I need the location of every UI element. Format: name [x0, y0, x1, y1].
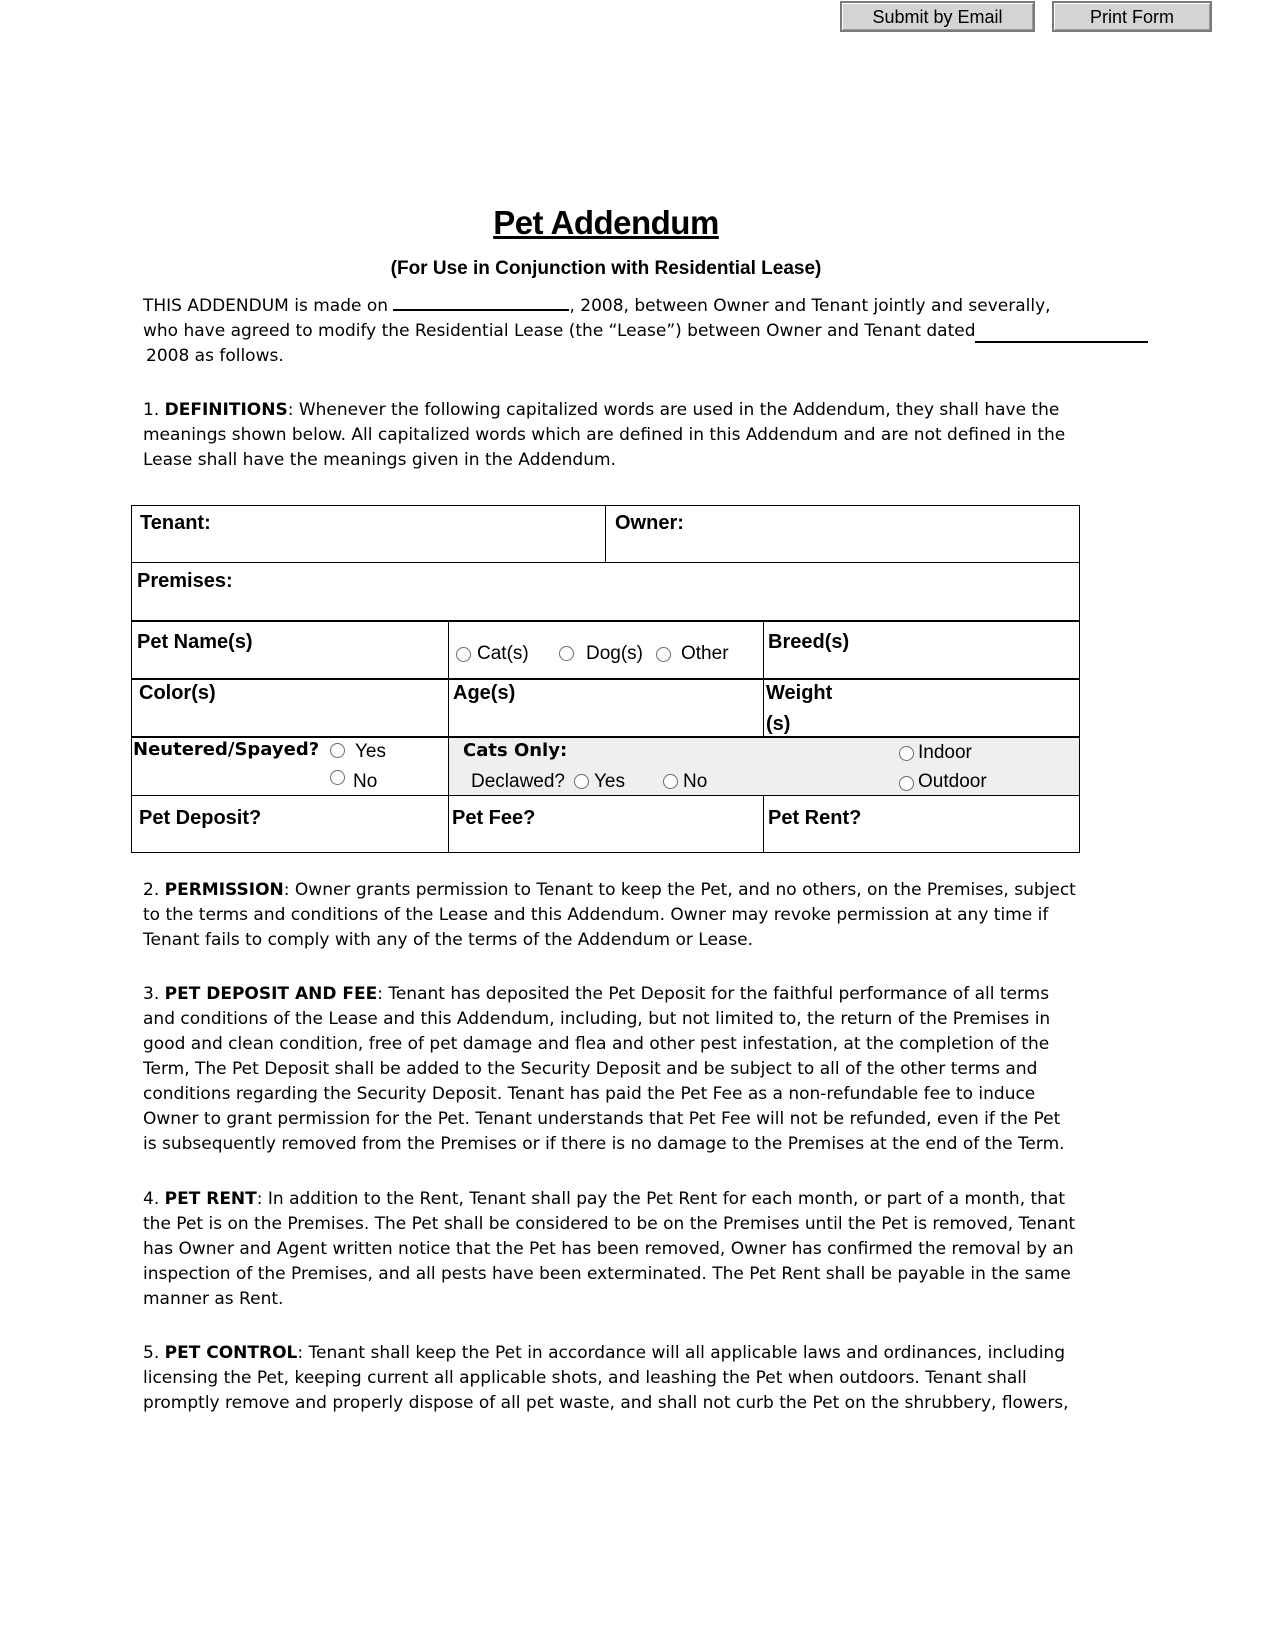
pet-deposit-label: Pet Deposit?: [139, 807, 262, 829]
premises-label: Premises:: [137, 570, 233, 592]
other-option-label: Other: [681, 643, 729, 664]
addendum-date-field[interactable]: [393, 293, 569, 311]
section-number: 5.: [143, 1343, 160, 1363]
declawed-yes-label: Yes: [594, 771, 625, 792]
owner-label: Owner:: [615, 512, 684, 534]
outdoor-label: Outdoor: [918, 771, 987, 792]
row-divider: [131, 795, 1080, 796]
declawed-yes-radio[interactable]: [574, 774, 589, 789]
dog-radio[interactable]: [559, 646, 574, 661]
cat-option-label: Cat(s): [477, 643, 529, 664]
page-subtitle: (For Use in Conjunction with Residential Lease): [390, 258, 822, 279]
row-divider: [131, 678, 1080, 680]
pet-rent-label: Pet Rent?: [768, 807, 862, 829]
neutered-no-radio[interactable]: [330, 770, 345, 785]
neutered-yes-radio[interactable]: [330, 743, 345, 758]
intro-line-1: [143, 293, 1051, 319]
weight-label: Weight: [766, 682, 833, 704]
tenant-label: Tenant:: [140, 512, 211, 534]
indoor-label: Indoor: [918, 742, 972, 763]
declawed-label: Declawed?: [471, 771, 565, 792]
section-text: : Tenant shall keep the Pet in accordance will all applicable laws and ordinances, including licensing the Pet, keeping current all applicable shots, and leashing the Pet when outdoors. Tenant shall promptly remove and properly dispose of all pet waste, and shall not curb the Pet on the shrubbery, flowers,: [143, 1343, 1069, 1413]
intro-line-2: [143, 319, 976, 344]
color-label: Color(s): [139, 682, 216, 704]
section-heading: DEFINITIONS: [164, 400, 288, 420]
neutered-yes-label: Yes: [355, 741, 386, 762]
section-heading: PET CONTROL: [164, 1343, 298, 1363]
section-text: : Tenant has deposited the Pet Deposit for the faithful performance of all terms and conditions of the Lease and this Addendum, including, but not limited to, the return of the Premises in good and clean condition, free of pet damage and flea and other pest infestation, at the completion of the Term, The Pet Deposit shall be added to the Security Deposit and be subject to all of the other terms and conditions regarding the Security Deposit. Tenant has paid the Pet Fee as a non-refundable fee to induce Owner to grant permission for the Pet. Tenant understands that Pet Fee will not be refunded, even if the Pet is subsequently removed from the Premises or if there is no damage to the Premises at the end of the Term.: [143, 984, 1065, 1154]
other-radio[interactable]: [656, 647, 671, 662]
col-divider: [448, 620, 449, 853]
col-divider: [605, 505, 606, 563]
section-pet-control: [143, 1341, 1078, 1416]
row-divider: [131, 620, 1080, 622]
lease-date-field[interactable]: [975, 325, 1148, 343]
print-form-button[interactable]: Print Form: [1052, 1, 1212, 32]
intro-text: who have agreed to modify the Residential Lease (the “Lease”) between Owner and Tenant dated: [143, 321, 976, 341]
section-pet-rent: [143, 1187, 1078, 1312]
section-number: 4.: [143, 1189, 160, 1209]
declawed-no-label: No: [683, 771, 708, 792]
col-divider: [763, 795, 764, 853]
section-heading: PET DEPOSIT AND FEE: [164, 984, 378, 1004]
section-text: : In addition to the Rent, Tenant shall pay the Pet Rent for each month, or part of a month, that the Pet is on the Premises. The Pet shall be considered to be on the Premises until the Pet is removed, Tenant has Owner and Agent written notice that the Pet has been removed, Owner has confirmed the removal by an inspection of the Premises, and all pests have been exterminated. The Pet Rent shall be payable in the same manner as Rent.: [143, 1189, 1076, 1309]
section-number: 3.: [143, 984, 160, 1004]
dog-option-label: Dog(s): [586, 643, 644, 664]
page-title: Pet Addendum: [493, 204, 719, 241]
age-label: Age(s): [453, 682, 516, 704]
section-pet-deposit-and-fee: [143, 982, 1078, 1157]
pet-fee-label: Pet Fee?: [452, 807, 536, 829]
indoor-radio[interactable]: [899, 746, 914, 761]
intro-text: THIS ADDENDUM is made on: [143, 296, 389, 316]
intro-text: , 2008, between Owner and Tenant jointly and severally,: [569, 296, 1051, 316]
section-heading: PERMISSION: [164, 880, 284, 900]
neutered-label: Neutered/Spayed?: [133, 739, 320, 760]
pet-names-label: Pet Name(s): [137, 631, 253, 653]
cat-radio[interactable]: [456, 647, 471, 662]
section-heading: PET RENT: [164, 1189, 257, 1209]
cats-only-label: Cats Only:: [463, 740, 568, 761]
neutered-no-label: No: [353, 771, 378, 792]
submit-by-email-button[interactable]: Submit by Email: [840, 1, 1035, 32]
section-number: 2.: [143, 880, 160, 900]
section-text: : Whenever the following capitalized words are used in the Addendum, they shall have the meanings shown below. All capitalized words which are defined in this Addendum and are not defined in the Lease shall have the meanings given in the Addendum.: [143, 400, 1066, 470]
weight-label-suffix: (s): [766, 713, 791, 735]
outdoor-radio[interactable]: [899, 776, 914, 791]
section-text: : Owner grants permission to Tenant to keep the Pet, and no others, on the Premises, subject to the terms and conditions of the Lease and this Addendum. Owner may revoke permission at any time if Tenant fails to comply with any of the terms of the Addendum or Lease.: [143, 880, 1076, 950]
section-permission: [143, 878, 1078, 953]
section-number: 1.: [143, 400, 160, 420]
col-divider: [763, 620, 764, 737]
row-divider: [131, 736, 1080, 738]
section-definitions: [143, 398, 1078, 473]
breed-label: Breed(s): [768, 631, 850, 653]
intro-line-3: 2008 as follows.: [146, 346, 284, 366]
declawed-no-radio[interactable]: [663, 774, 678, 789]
